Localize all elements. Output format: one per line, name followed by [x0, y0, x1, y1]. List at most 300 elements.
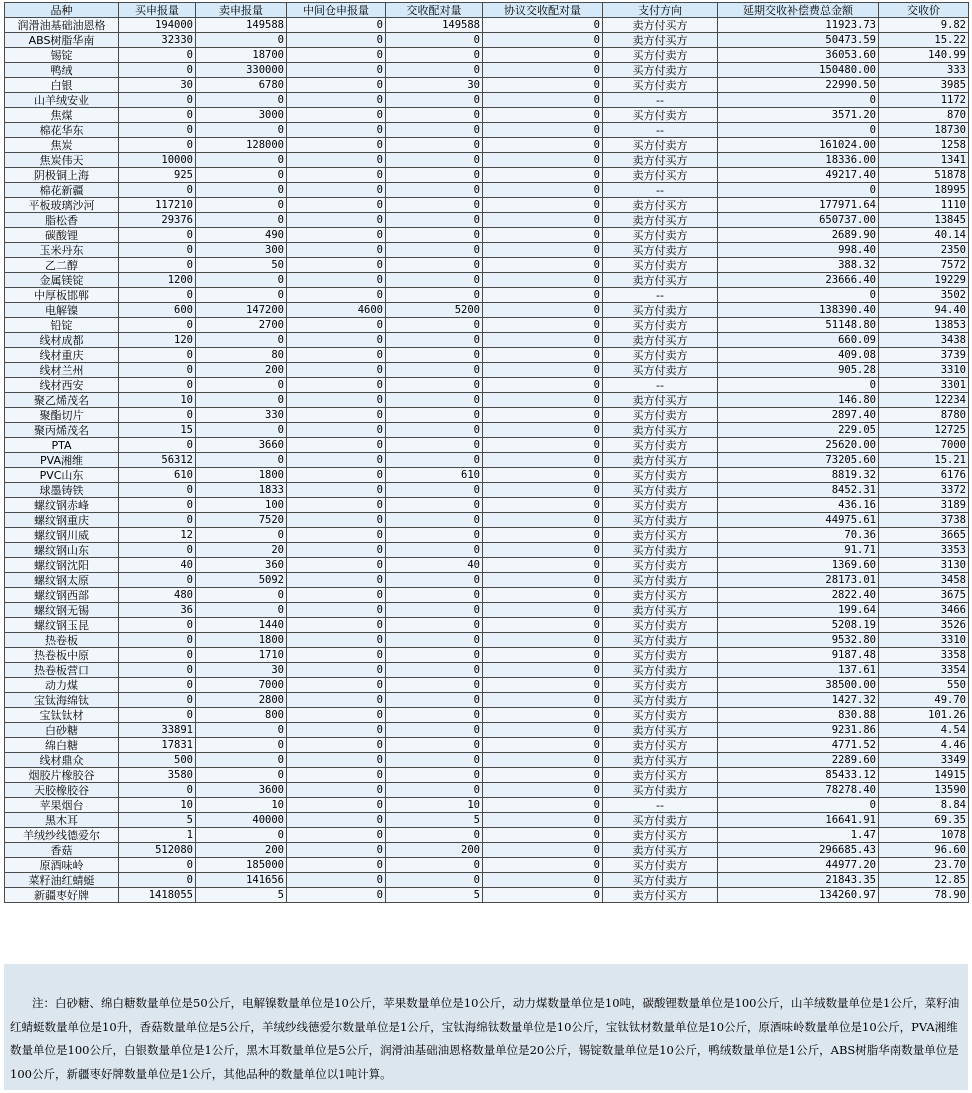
cell-matched: 0 — [386, 603, 483, 618]
table-row — [5, 303, 969, 318]
cell-buy-declared: 0 — [119, 108, 196, 123]
cell-sell-declared: 3660 — [196, 438, 287, 453]
cell-sell-declared: 3000 — [196, 108, 287, 123]
cell-agreement-matched: 0 — [483, 168, 603, 183]
cell-payment-direction: 卖方付买方 — [603, 333, 718, 348]
cell-intermediate-declared: 0 — [287, 363, 386, 378]
table-row — [5, 363, 969, 378]
cell-agreement-matched: 0 — [483, 693, 603, 708]
cell-variety: 白银 — [5, 78, 119, 93]
cell-agreement-matched: 0 — [483, 18, 603, 33]
cell-variety: 鸭绒 — [5, 63, 119, 78]
cell-settlement-price: 3526 — [879, 618, 969, 633]
cell-sell-declared: 40000 — [196, 813, 287, 828]
cell-variety: 焦煤 — [5, 108, 119, 123]
cell-agreement-matched: 0 — [483, 288, 603, 303]
cell-compensation-total: 650737.00 — [718, 213, 879, 228]
cell-payment-direction: 买方付卖方 — [603, 348, 718, 363]
cell-compensation-total: 16641.91 — [718, 813, 879, 828]
cell-agreement-matched: 0 — [483, 678, 603, 693]
cell-sell-declared: 490 — [196, 228, 287, 243]
cell-variety: 聚乙烯茂名 — [5, 393, 119, 408]
cell-variety: 螺纹钢玉昆 — [5, 618, 119, 633]
cell-variety: 脂松香 — [5, 213, 119, 228]
cell-settlement-price: 3189 — [879, 498, 969, 513]
cell-payment-direction: 买方付卖方 — [603, 63, 718, 78]
cell-settlement-price: 550 — [879, 678, 969, 693]
cell-payment-direction: 买方付卖方 — [603, 468, 718, 483]
cell-agreement-matched: 0 — [483, 123, 603, 138]
cell-settlement-price: 18995 — [879, 183, 969, 198]
cell-sell-declared: 0 — [196, 33, 287, 48]
cell-sell-declared: 128000 — [196, 138, 287, 153]
cell-matched: 0 — [386, 573, 483, 588]
cell-settlement-price: 12234 — [879, 393, 969, 408]
cell-agreement-matched: 0 — [483, 633, 603, 648]
cell-intermediate-declared: 0 — [287, 723, 386, 738]
cell-buy-declared: 0 — [119, 48, 196, 63]
cell-agreement-matched: 0 — [483, 828, 603, 843]
cell-buy-declared: 15 — [119, 423, 196, 438]
cell-compensation-total: 3571.20 — [718, 108, 879, 123]
cell-settlement-price: 3458 — [879, 573, 969, 588]
cell-compensation-total: 91.71 — [718, 543, 879, 558]
cell-variety: 黑木耳 — [5, 813, 119, 828]
cell-agreement-matched: 0 — [483, 513, 603, 528]
cell-buy-declared: 0 — [119, 138, 196, 153]
cell-variety: 线材成都 — [5, 333, 119, 348]
cell-matched: 0 — [386, 393, 483, 408]
cell-variety: 焦炭伟天 — [5, 153, 119, 168]
cell-variety: 铅锭 — [5, 318, 119, 333]
cell-matched: 0 — [386, 108, 483, 123]
cell-matched: 30 — [386, 78, 483, 93]
cell-sell-declared: 5092 — [196, 573, 287, 588]
cell-agreement-matched: 0 — [483, 183, 603, 198]
cell-agreement-matched: 0 — [483, 153, 603, 168]
cell-compensation-total: 296685.43 — [718, 843, 879, 858]
cell-variety: 螺纹钢沈阳 — [5, 558, 119, 573]
cell-variety: 电解镍 — [5, 303, 119, 318]
cell-variety: 新疆枣好牌 — [5, 888, 119, 903]
cell-settlement-price: 23.70 — [879, 858, 969, 873]
cell-matched: 0 — [386, 333, 483, 348]
cell-settlement-price: 13853 — [879, 318, 969, 333]
cell-agreement-matched: 0 — [483, 858, 603, 873]
table-row — [5, 588, 969, 603]
cell-intermediate-declared: 0 — [287, 63, 386, 78]
table-row — [5, 138, 969, 153]
cell-payment-direction: 买方付卖方 — [603, 228, 718, 243]
cell-variety: 阴极铜上海 — [5, 168, 119, 183]
cell-buy-declared: 0 — [119, 63, 196, 78]
cell-buy-declared: 0 — [119, 693, 196, 708]
cell-sell-declared: 0 — [196, 333, 287, 348]
cell-payment-direction: 买方付卖方 — [603, 633, 718, 648]
cell-sell-declared: 0 — [196, 723, 287, 738]
cell-payment-direction: 买方付卖方 — [603, 303, 718, 318]
cell-intermediate-declared: 0 — [287, 633, 386, 648]
table-row — [5, 543, 969, 558]
cell-variety: 乙二醇 — [5, 258, 119, 273]
cell-agreement-matched: 0 — [483, 498, 603, 513]
cell-matched: 0 — [386, 828, 483, 843]
table-row — [5, 858, 969, 873]
cell-agreement-matched: 0 — [483, 798, 603, 813]
cell-settlement-price: 7572 — [879, 258, 969, 273]
cell-variety: 平板玻璃沙河 — [5, 198, 119, 213]
cell-sell-declared: 0 — [196, 153, 287, 168]
cell-agreement-matched: 0 — [483, 258, 603, 273]
cell-buy-declared: 0 — [119, 93, 196, 108]
cell-buy-declared: 120 — [119, 333, 196, 348]
cell-matched: 0 — [386, 588, 483, 603]
cell-payment-direction: 卖方付买方 — [603, 423, 718, 438]
cell-sell-declared: 149588 — [196, 18, 287, 33]
table-row — [5, 558, 969, 573]
cell-settlement-price: 12.85 — [879, 873, 969, 888]
cell-variety: 山羊绒安业 — [5, 93, 119, 108]
cell-matched: 0 — [386, 138, 483, 153]
cell-agreement-matched: 0 — [483, 768, 603, 783]
cell-variety: 热卷板营口 — [5, 663, 119, 678]
cell-settlement-price: 14915 — [879, 768, 969, 783]
cell-payment-direction: 买方付卖方 — [603, 498, 718, 513]
header-sell-declared: 卖申报量 — [196, 3, 287, 18]
cell-buy-declared: 610 — [119, 468, 196, 483]
cell-payment-direction: 卖方付买方 — [603, 453, 718, 468]
cell-payment-direction: 买方付卖方 — [603, 138, 718, 153]
cell-buy-declared: 10 — [119, 393, 196, 408]
cell-payment-direction: 卖方付买方 — [603, 828, 718, 843]
cell-payment-direction: 卖方付买方 — [603, 588, 718, 603]
cell-intermediate-declared: 0 — [287, 288, 386, 303]
cell-payment-direction: 卖方付买方 — [603, 603, 718, 618]
cell-agreement-matched: 0 — [483, 738, 603, 753]
header-compensation-total: 延期交收补偿费总金额 — [718, 3, 879, 18]
cell-matched: 0 — [386, 423, 483, 438]
cell-matched: 0 — [386, 408, 483, 423]
cell-intermediate-declared: 0 — [287, 558, 386, 573]
cell-buy-declared: 1 — [119, 828, 196, 843]
cell-matched: 0 — [386, 498, 483, 513]
cell-intermediate-declared: 0 — [287, 468, 386, 483]
cell-compensation-total: 28173.01 — [718, 573, 879, 588]
cell-payment-direction: -- — [603, 123, 718, 138]
cell-variety: 宝钛海绵钛 — [5, 693, 119, 708]
header-matched: 交收配对量 — [386, 3, 483, 18]
cell-matched: 0 — [386, 318, 483, 333]
cell-intermediate-declared: 0 — [287, 648, 386, 663]
cell-compensation-total: 1369.60 — [718, 558, 879, 573]
cell-settlement-price: 12725 — [879, 423, 969, 438]
cell-compensation-total: 134260.97 — [718, 888, 879, 903]
cell-buy-declared: 925 — [119, 168, 196, 183]
cell-matched: 0 — [386, 723, 483, 738]
table-row — [5, 723, 969, 738]
cell-matched: 610 — [386, 468, 483, 483]
cell-settlement-price: 140.99 — [879, 48, 969, 63]
cell-agreement-matched: 0 — [483, 483, 603, 498]
table-row — [5, 273, 969, 288]
cell-intermediate-declared: 0 — [287, 243, 386, 258]
cell-sell-declared: 0 — [196, 753, 287, 768]
cell-settlement-price: 3310 — [879, 363, 969, 378]
table-row — [5, 168, 969, 183]
cell-payment-direction: 买方付卖方 — [603, 108, 718, 123]
cell-settlement-price: 3358 — [879, 648, 969, 663]
cell-matched: 0 — [386, 618, 483, 633]
cell-intermediate-declared: 0 — [287, 618, 386, 633]
cell-intermediate-declared: 0 — [287, 123, 386, 138]
cell-agreement-matched: 0 — [483, 78, 603, 93]
cell-intermediate-declared: 0 — [287, 513, 386, 528]
cell-compensation-total: 905.28 — [718, 363, 879, 378]
cell-matched: 0 — [386, 48, 483, 63]
cell-compensation-total: 44975.61 — [718, 513, 879, 528]
cell-sell-declared: 0 — [196, 393, 287, 408]
table-row — [5, 423, 969, 438]
cell-settlement-price: 3372 — [879, 483, 969, 498]
cell-compensation-total: 25620.00 — [718, 438, 879, 453]
cell-settlement-price: 15.21 — [879, 453, 969, 468]
cell-sell-declared: 0 — [196, 453, 287, 468]
table-row — [5, 693, 969, 708]
cell-matched: 0 — [386, 753, 483, 768]
cell-settlement-price: 101.26 — [879, 708, 969, 723]
cell-variety: 动力煤 — [5, 678, 119, 693]
cell-agreement-matched: 0 — [483, 243, 603, 258]
cell-matched: 0 — [386, 198, 483, 213]
cell-agreement-matched: 0 — [483, 648, 603, 663]
cell-payment-direction: 卖方付买方 — [603, 33, 718, 48]
cell-variety: 聚丙烯茂名 — [5, 423, 119, 438]
table-row — [5, 738, 969, 753]
cell-intermediate-declared: 0 — [287, 48, 386, 63]
cell-sell-declared: 185000 — [196, 858, 287, 873]
table-row — [5, 783, 969, 798]
cell-agreement-matched: 0 — [483, 438, 603, 453]
cell-agreement-matched: 0 — [483, 33, 603, 48]
table-row — [5, 18, 969, 33]
table-row — [5, 708, 969, 723]
cell-intermediate-declared: 0 — [287, 813, 386, 828]
cell-sell-declared: 330000 — [196, 63, 287, 78]
cell-intermediate-declared: 0 — [287, 828, 386, 843]
cell-compensation-total: 2289.60 — [718, 753, 879, 768]
cell-compensation-total: 2822.40 — [718, 588, 879, 603]
cell-settlement-price: 8780 — [879, 408, 969, 423]
cell-buy-declared: 0 — [119, 123, 196, 138]
cell-agreement-matched: 0 — [483, 378, 603, 393]
cell-sell-declared: 0 — [196, 738, 287, 753]
cell-compensation-total: 150480.00 — [718, 63, 879, 78]
cell-buy-declared: 33891 — [119, 723, 196, 738]
cell-agreement-matched: 0 — [483, 708, 603, 723]
header-intermediate-declared: 中间仓申报量 — [287, 3, 386, 18]
cell-buy-declared: 10000 — [119, 153, 196, 168]
header-variety: 品种 — [5, 3, 119, 18]
cell-agreement-matched: 0 — [483, 528, 603, 543]
cell-matched: 0 — [386, 273, 483, 288]
cell-settlement-price: 3130 — [879, 558, 969, 573]
cell-buy-declared: 1200 — [119, 273, 196, 288]
cell-buy-declared: 0 — [119, 288, 196, 303]
cell-intermediate-declared: 0 — [287, 798, 386, 813]
cell-matched: 0 — [386, 768, 483, 783]
cell-variety: 香菇 — [5, 843, 119, 858]
cell-sell-declared: 1833 — [196, 483, 287, 498]
cell-settlement-price: 78.90 — [879, 888, 969, 903]
cell-intermediate-declared: 0 — [287, 153, 386, 168]
table-row — [5, 183, 969, 198]
cell-compensation-total: 660.09 — [718, 333, 879, 348]
table-row — [5, 873, 969, 888]
cell-buy-declared: 0 — [119, 513, 196, 528]
cell-compensation-total: 388.32 — [718, 258, 879, 273]
table-row — [5, 768, 969, 783]
table-row — [5, 318, 969, 333]
table-row — [5, 843, 969, 858]
cell-agreement-matched: 0 — [483, 753, 603, 768]
cell-settlement-price: 3466 — [879, 603, 969, 618]
cell-variety: 金属镁锭 — [5, 273, 119, 288]
cell-payment-direction: 卖方付买方 — [603, 153, 718, 168]
cell-intermediate-declared: 0 — [287, 168, 386, 183]
cell-payment-direction: 买方付卖方 — [603, 813, 718, 828]
cell-intermediate-declared: 0 — [287, 438, 386, 453]
cell-payment-direction: 卖方付买方 — [603, 168, 718, 183]
cell-agreement-matched: 0 — [483, 108, 603, 123]
cell-compensation-total: 8819.32 — [718, 468, 879, 483]
cell-matched: 0 — [386, 243, 483, 258]
cell-compensation-total: 138390.40 — [718, 303, 879, 318]
cell-compensation-total: 0 — [718, 93, 879, 108]
cell-matched: 0 — [386, 63, 483, 78]
cell-payment-direction: 买方付卖方 — [603, 408, 718, 423]
cell-settlement-price: 1341 — [879, 153, 969, 168]
cell-sell-declared: 6780 — [196, 78, 287, 93]
cell-compensation-total: 830.88 — [718, 708, 879, 723]
table-row — [5, 348, 969, 363]
cell-compensation-total: 49217.40 — [718, 168, 879, 183]
cell-agreement-matched: 0 — [483, 393, 603, 408]
cell-buy-declared: 3580 — [119, 768, 196, 783]
cell-sell-declared: 10 — [196, 798, 287, 813]
cell-payment-direction: 卖方付买方 — [603, 273, 718, 288]
settlement-table-container — [4, 2, 968, 903]
table-row — [5, 828, 969, 843]
table-row — [5, 513, 969, 528]
table-row — [5, 108, 969, 123]
cell-intermediate-declared: 0 — [287, 453, 386, 468]
cell-compensation-total: 85433.12 — [718, 768, 879, 783]
cell-matched: 0 — [386, 258, 483, 273]
cell-intermediate-declared: 0 — [287, 483, 386, 498]
cell-payment-direction: 卖方付买方 — [603, 843, 718, 858]
cell-settlement-price: 3675 — [879, 588, 969, 603]
cell-payment-direction: 卖方付买方 — [603, 213, 718, 228]
cell-payment-direction: 买方付卖方 — [603, 663, 718, 678]
cell-variety: 螺纹钢山东 — [5, 543, 119, 558]
cell-compensation-total: 0 — [718, 378, 879, 393]
cell-matched: 0 — [386, 678, 483, 693]
cell-payment-direction: 买方付卖方 — [603, 78, 718, 93]
cell-intermediate-declared: 0 — [287, 108, 386, 123]
cell-compensation-total: 9532.80 — [718, 633, 879, 648]
cell-compensation-total: 146.80 — [718, 393, 879, 408]
cell-variety: 螺纹钢川威 — [5, 528, 119, 543]
table-row — [5, 228, 969, 243]
footnote: 注：白砂糖、绵白糖数量单位是50公斤，电解镍数量单位是10公斤，苹果数量单位是10公斤，动力煤数量单位是10吨，碳酸锂数量单位是100公斤，山羊绒数量单位是1公斤，菜籽油红蜻蜓数量单位是10升，香菇数量单位是5公斤，羊绒纱线德爱尔数量单位是1公斤，宝钛海绵钛数量单位是10公斤，宝钛钛材数量单位是10公斤，原酒味岭数量单位是10公斤，PVA湘维数量单位是100公斤，白银数量单位是1公斤，黑木耳数量单位是5公斤，润滑油基础油恩格数量单位是20公斤，锡锭数量单位是10公斤，鸭绒数量单位是1公斤，ABS树脂华南数量单位是100公斤，新疆枣好牌数量单位是1公斤，其他品种的数量单位以1吨计算。 — [4, 964, 968, 1090]
cell-matched: 5 — [386, 888, 483, 903]
cell-matched: 0 — [386, 483, 483, 498]
cell-agreement-matched: 0 — [483, 873, 603, 888]
cell-settlement-price: 3985 — [879, 78, 969, 93]
cell-matched: 0 — [386, 783, 483, 798]
cell-compensation-total: 199.64 — [718, 603, 879, 618]
cell-variety: 球墨铸铁 — [5, 483, 119, 498]
cell-compensation-total: 1427.32 — [718, 693, 879, 708]
cell-intermediate-declared: 0 — [287, 183, 386, 198]
table-row — [5, 198, 969, 213]
cell-payment-direction: 买方付卖方 — [603, 363, 718, 378]
cell-intermediate-declared: 0 — [287, 543, 386, 558]
cell-sell-declared: 0 — [196, 768, 287, 783]
cell-variety: 热卷板中原 — [5, 648, 119, 663]
cell-buy-declared: 56312 — [119, 453, 196, 468]
table-body — [5, 18, 969, 903]
cell-agreement-matched: 0 — [483, 453, 603, 468]
cell-variety: 中厚板邯郸 — [5, 288, 119, 303]
cell-matched: 0 — [386, 513, 483, 528]
cell-buy-declared: 5 — [119, 813, 196, 828]
cell-agreement-matched: 0 — [483, 588, 603, 603]
cell-compensation-total: 2689.90 — [718, 228, 879, 243]
cell-sell-declared: 330 — [196, 408, 287, 423]
cell-intermediate-declared: 0 — [287, 528, 386, 543]
cell-sell-declared: 1800 — [196, 468, 287, 483]
cell-sell-declared: 200 — [196, 363, 287, 378]
cell-agreement-matched: 0 — [483, 663, 603, 678]
cell-sell-declared: 0 — [196, 273, 287, 288]
cell-variety: PVC山东 — [5, 468, 119, 483]
cell-settlement-price: 51878 — [879, 168, 969, 183]
cell-agreement-matched: 0 — [483, 603, 603, 618]
cell-agreement-matched: 0 — [483, 888, 603, 903]
table-row — [5, 93, 969, 108]
cell-settlement-price: 7000 — [879, 438, 969, 453]
cell-payment-direction: 买方付卖方 — [603, 48, 718, 63]
cell-settlement-price: 3665 — [879, 528, 969, 543]
cell-buy-declared: 40 — [119, 558, 196, 573]
cell-sell-declared: 1800 — [196, 633, 287, 648]
cell-compensation-total: 18336.00 — [718, 153, 879, 168]
table-row — [5, 438, 969, 453]
cell-compensation-total: 1.47 — [718, 828, 879, 843]
table-row — [5, 648, 969, 663]
cell-intermediate-declared: 0 — [287, 888, 386, 903]
cell-matched: 200 — [386, 843, 483, 858]
cell-sell-declared: 1440 — [196, 618, 287, 633]
table-row — [5, 378, 969, 393]
cell-sell-declared: 360 — [196, 558, 287, 573]
table-row — [5, 333, 969, 348]
cell-agreement-matched: 0 — [483, 843, 603, 858]
cell-intermediate-declared: 0 — [287, 348, 386, 363]
cell-sell-declared: 0 — [196, 288, 287, 303]
cell-matched: 0 — [386, 213, 483, 228]
